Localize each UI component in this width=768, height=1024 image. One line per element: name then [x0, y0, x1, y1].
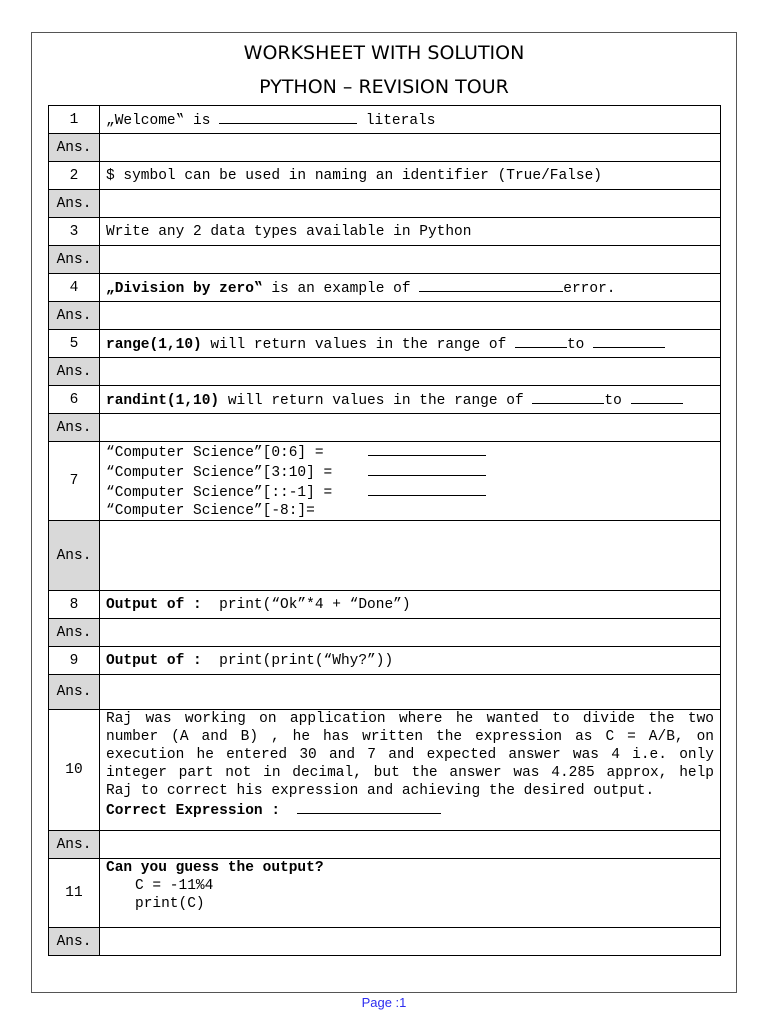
question-text	[100, 859, 721, 928]
question-text: Output of : print(print(“Why?”))	[100, 647, 721, 675]
answer-row	[49, 358, 721, 386]
question-text: „Division by zero‟ is an example of error.	[100, 274, 721, 302]
code-line: C = -11%4	[135, 878, 214, 894]
answer-label: Ans.	[49, 619, 100, 647]
answer-cell	[100, 414, 721, 442]
answer-row	[49, 134, 721, 162]
question-row	[49, 386, 721, 414]
question-text	[100, 442, 721, 521]
question-number: 6	[49, 386, 100, 414]
answer-cell	[100, 302, 721, 330]
question-row	[49, 591, 721, 619]
blank-line	[368, 482, 486, 496]
question-row	[49, 106, 721, 134]
answer-row	[49, 302, 721, 330]
question-table	[48, 105, 721, 956]
question-row	[49, 647, 721, 675]
page-number: Page :1	[361, 995, 407, 1010]
answer-cell	[100, 521, 721, 591]
question-number: 11	[49, 859, 100, 928]
answer-cell	[100, 358, 721, 386]
worksheet-title: WORKSHEET WITH SOLUTION	[243, 42, 525, 64]
answer-cell	[100, 246, 721, 274]
string-slice-line: “Computer Science”[-8:]=	[106, 503, 315, 519]
question-heading: Can you guess the output?	[106, 860, 324, 876]
question-text: Write any 2 data types available in Python	[100, 218, 721, 246]
answer-label: Ans.	[49, 675, 100, 710]
question-row	[49, 442, 721, 521]
question-row	[49, 218, 721, 246]
question-number: 1	[49, 106, 100, 134]
answer-row	[49, 190, 721, 218]
blank-line	[219, 110, 357, 124]
question-text: randint(1,10) will return values in the range of to	[100, 386, 721, 414]
answer-label: Ans.	[49, 246, 100, 274]
question-row	[49, 274, 721, 302]
string-slice-line: “Computer Science”[::-1] =	[106, 482, 714, 502]
blank-line	[593, 334, 665, 348]
string-slice-line: “Computer Science”[3:10] =	[106, 462, 714, 482]
answer-row	[49, 831, 721, 859]
code-line: print(C)	[135, 896, 205, 912]
question-number: 3	[49, 218, 100, 246]
string-slice-line: “Computer Science”[0:6] =	[106, 442, 714, 462]
correct-expression-line: Correct Expression :	[106, 800, 714, 820]
answer-cell	[100, 134, 721, 162]
blank-line	[297, 800, 441, 814]
answer-label: Ans.	[49, 190, 100, 218]
question-text: range(1,10) will return values in the range of to	[100, 330, 721, 358]
answer-label: Ans.	[49, 414, 100, 442]
question-text	[100, 710, 721, 831]
answer-cell	[100, 928, 721, 956]
blank-line	[368, 462, 486, 476]
question-row	[49, 710, 721, 831]
blank-line	[515, 334, 567, 348]
question-number: 8	[49, 591, 100, 619]
answer-label: Ans.	[49, 302, 100, 330]
answer-cell	[100, 831, 721, 859]
answer-cell	[100, 675, 721, 710]
blank-line	[631, 390, 683, 404]
question-number: 10	[49, 710, 100, 831]
answer-label: Ans.	[49, 928, 100, 956]
question-row	[49, 859, 721, 928]
answer-label: Ans.	[49, 134, 100, 162]
answer-cell	[100, 190, 721, 218]
answer-row	[49, 246, 721, 274]
answer-row	[49, 521, 721, 591]
answer-label: Ans.	[49, 831, 100, 859]
blank-line	[368, 442, 486, 456]
question-text: „Welcome‟ is literals	[100, 106, 721, 134]
question-paragraph: Raj was working on application where he wanted to divide the two number (A and B) , he has written the expression as C = A/B, on execution he entered 30 and 7 and expected answer was 4 i.e. only integer part not in decimal, but the answer was 4.285 approx, help Raj to correct his expression and achieving the desired output.	[106, 711, 714, 799]
question-text: Output of : print(“Ok”*4 + “Done”)	[100, 591, 721, 619]
question-text: $ symbol can be used in naming an identifier (True/False)	[100, 162, 721, 190]
question-number: 9	[49, 647, 100, 675]
answer-label: Ans.	[49, 521, 100, 591]
blank-line	[532, 390, 604, 404]
question-row	[49, 330, 721, 358]
answer-row	[49, 414, 721, 442]
question-row	[49, 162, 721, 190]
answer-row	[49, 928, 721, 956]
answer-row	[49, 619, 721, 647]
question-number: 7	[49, 442, 100, 521]
answer-label: Ans.	[49, 358, 100, 386]
question-number: 5	[49, 330, 100, 358]
question-number: 4	[49, 274, 100, 302]
answer-cell	[100, 619, 721, 647]
blank-line	[419, 278, 563, 292]
question-number: 2	[49, 162, 100, 190]
worksheet-subtitle: PYTHON – REVISION TOUR	[259, 76, 509, 98]
answer-row	[49, 675, 721, 710]
